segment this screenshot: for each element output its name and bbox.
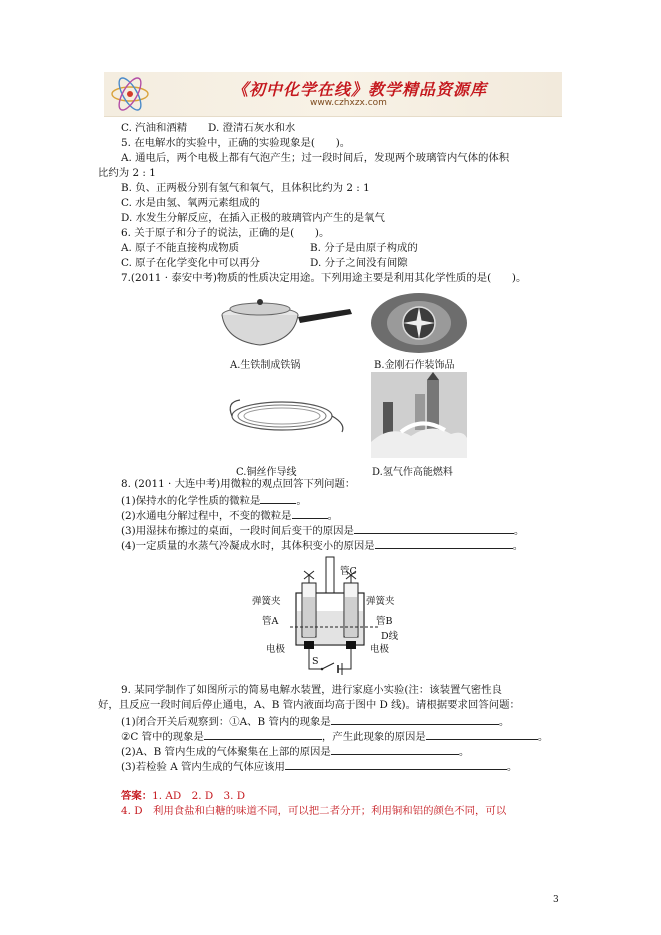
answer-line-2: 4. D 利用食盐和白糖的味道不同，可以把二者分开；利用铜和铝的颜色不同，可以 [121, 805, 507, 817]
q8-part-3-text: (3)用湿抹布擦过的桌面，一段时间后变干的原因是 [121, 525, 354, 537]
q8-part-3 [121, 523, 524, 538]
q5-option-c: C. 水是由氢、氧两元素组成的 [121, 197, 260, 209]
q9-part-1 [121, 714, 509, 729]
q6-stem: 6. 关于原子和分子的说法，正确的是( )。 [121, 227, 330, 239]
q8-part-2-text: (2)水通电分解过程中，不变的微粒是 [121, 510, 292, 522]
q9-part-3-end: 。 [458, 746, 470, 758]
diamond-ornament-image [370, 292, 468, 354]
q8-part-2-blank[interactable] [292, 508, 328, 519]
q8-part-1 [121, 493, 307, 508]
q9-part-4-text: (3)若检验 A 管内生成的气体应该用 [121, 761, 285, 773]
q9-part-2-end: 。 [537, 731, 549, 743]
q8-stem: 8. (2011 · 大连中考)用微粒的观点回答下列问题： [121, 478, 356, 490]
q7-caption-b: B.金刚石作装饰品 [374, 360, 455, 371]
q5-option-a-line2: 比约为 2 : 1 [98, 167, 156, 179]
q6-option-a: A. 原子不能直接构成物质 [121, 242, 240, 254]
q9-part-2-text-a: ②C 管中的现象是 [121, 731, 204, 743]
electrolysis-diagram [250, 555, 410, 675]
q8-part-1-text: (1)保持水的化学性质的微粒是 [121, 495, 261, 507]
atom-logo-icon [108, 74, 152, 114]
q7-caption-a: A.生铁制成铁锅 [230, 360, 301, 371]
label-d-line: D线 [381, 631, 399, 642]
q8-part-1-blank[interactable] [260, 493, 296, 504]
q7-caption-d: D.氢气作高能燃料 [372, 467, 453, 478]
banner-title: 《初中化学在线》教学精品资源库 [232, 80, 488, 99]
answer-label: 答案： [121, 790, 153, 802]
page-number: 3 [553, 895, 559, 905]
label-electrode-left: 电极 [266, 644, 286, 655]
q9-part-3-blank[interactable] [331, 744, 459, 755]
q9-part-2-blank-a[interactable] [204, 729, 322, 740]
q9-stem-line2: 好，且反应一段时间后停止通电，A、B 管内液面均高于图中 D 线)。请根据要求回答问题： [98, 699, 520, 711]
label-electrode-right: 电极 [370, 644, 390, 655]
label-tube-a: 管A [262, 616, 279, 627]
answer-line-1 [121, 790, 245, 803]
q8-part-4-end: 。 [512, 540, 524, 552]
q9-part-3 [121, 744, 469, 759]
header-banner [104, 72, 562, 117]
q8-part-3-blank[interactable] [354, 523, 514, 534]
q6-option-b: B. 分子是由原子构成的 [310, 242, 418, 254]
q9-part-2-blank-b[interactable] [426, 729, 538, 740]
q5-option-d: D. 水发生分解反应，在插入正极的玻璃管内产生的是氧气 [121, 212, 385, 224]
label-switch: S [312, 656, 319, 667]
q4-option-d: D. 澄清石灰水和水 [208, 122, 296, 134]
label-tube-b: 管B [376, 616, 393, 627]
iron-wok-image [212, 293, 354, 353]
q8-part-1-end: 。 [296, 495, 307, 507]
label-clamp-right: 弹簧夹 [366, 596, 395, 607]
q9-part-4-blank[interactable] [285, 759, 507, 770]
q8-part-4-blank[interactable] [375, 538, 513, 549]
q8-part-2 [121, 508, 338, 523]
q9-part-1-blank[interactable] [331, 714, 499, 725]
q6-option-d: D. 分子之间没有间隙 [310, 257, 408, 269]
q9-part-1-end: 。 [498, 716, 510, 728]
q5-stem: 5. 在电解水的实验中，正确的实验现象是( )。 [121, 137, 351, 149]
answer-line-1-text: 1. AD 2. D 3. D [152, 790, 246, 802]
label-tube-c: 管C [340, 566, 357, 577]
q7-caption-c: C.铜丝作导线 [236, 467, 297, 478]
q9-part-1-text: (1)闭合开关后观察到：①A、B 管内的现象是 [121, 716, 331, 728]
q6-option-c: C. 原子在化学变化中可以再分 [121, 257, 260, 269]
q4-option-c: C. 汽油和酒精 [121, 122, 188, 134]
q9-part-2 [121, 729, 548, 744]
q9-part-3-text: (2)A、B 管内生成的气体聚集在上部的原因是 [121, 746, 331, 758]
q7-stem: 7.(2011 · 泰安中考)物质的性质决定用途。下列用途主要是利用其化学性质的是( )。 [121, 272, 527, 284]
q9-part-4 [121, 759, 517, 774]
hydrogen-rocket-image [371, 372, 467, 458]
q8-part-3-end: 。 [513, 525, 525, 537]
q8-part-4-text: (4)一定质量的水蒸气冷凝成水时，其体积变小的原因是 [121, 540, 375, 552]
q9-stem-line1: 9. 某同学制作了如图所示的简易电解水装置，进行家庭小实验(注：该装置气密性良 [121, 684, 502, 696]
q5-option-a-line1: A. 通电后，两个电极上都有气泡产生；过一段时间后，发现两个玻璃管内气体的体积 [121, 152, 510, 164]
q8-part-2-end: 。 [327, 510, 338, 522]
q5-option-b: B. 负、正两极分别有氢气和氧气，且体积比约为 2 : 1 [121, 182, 370, 194]
q9-part-2-text-b: ，产生此现象的原因是 [321, 731, 426, 743]
label-clamp-left: 弹簧夹 [252, 596, 281, 607]
q9-part-4-end: 。 [506, 761, 518, 773]
banner-url: www.czhxzx.com [310, 98, 387, 108]
copper-wire-image [224, 392, 350, 438]
q8-part-4 [121, 538, 523, 553]
